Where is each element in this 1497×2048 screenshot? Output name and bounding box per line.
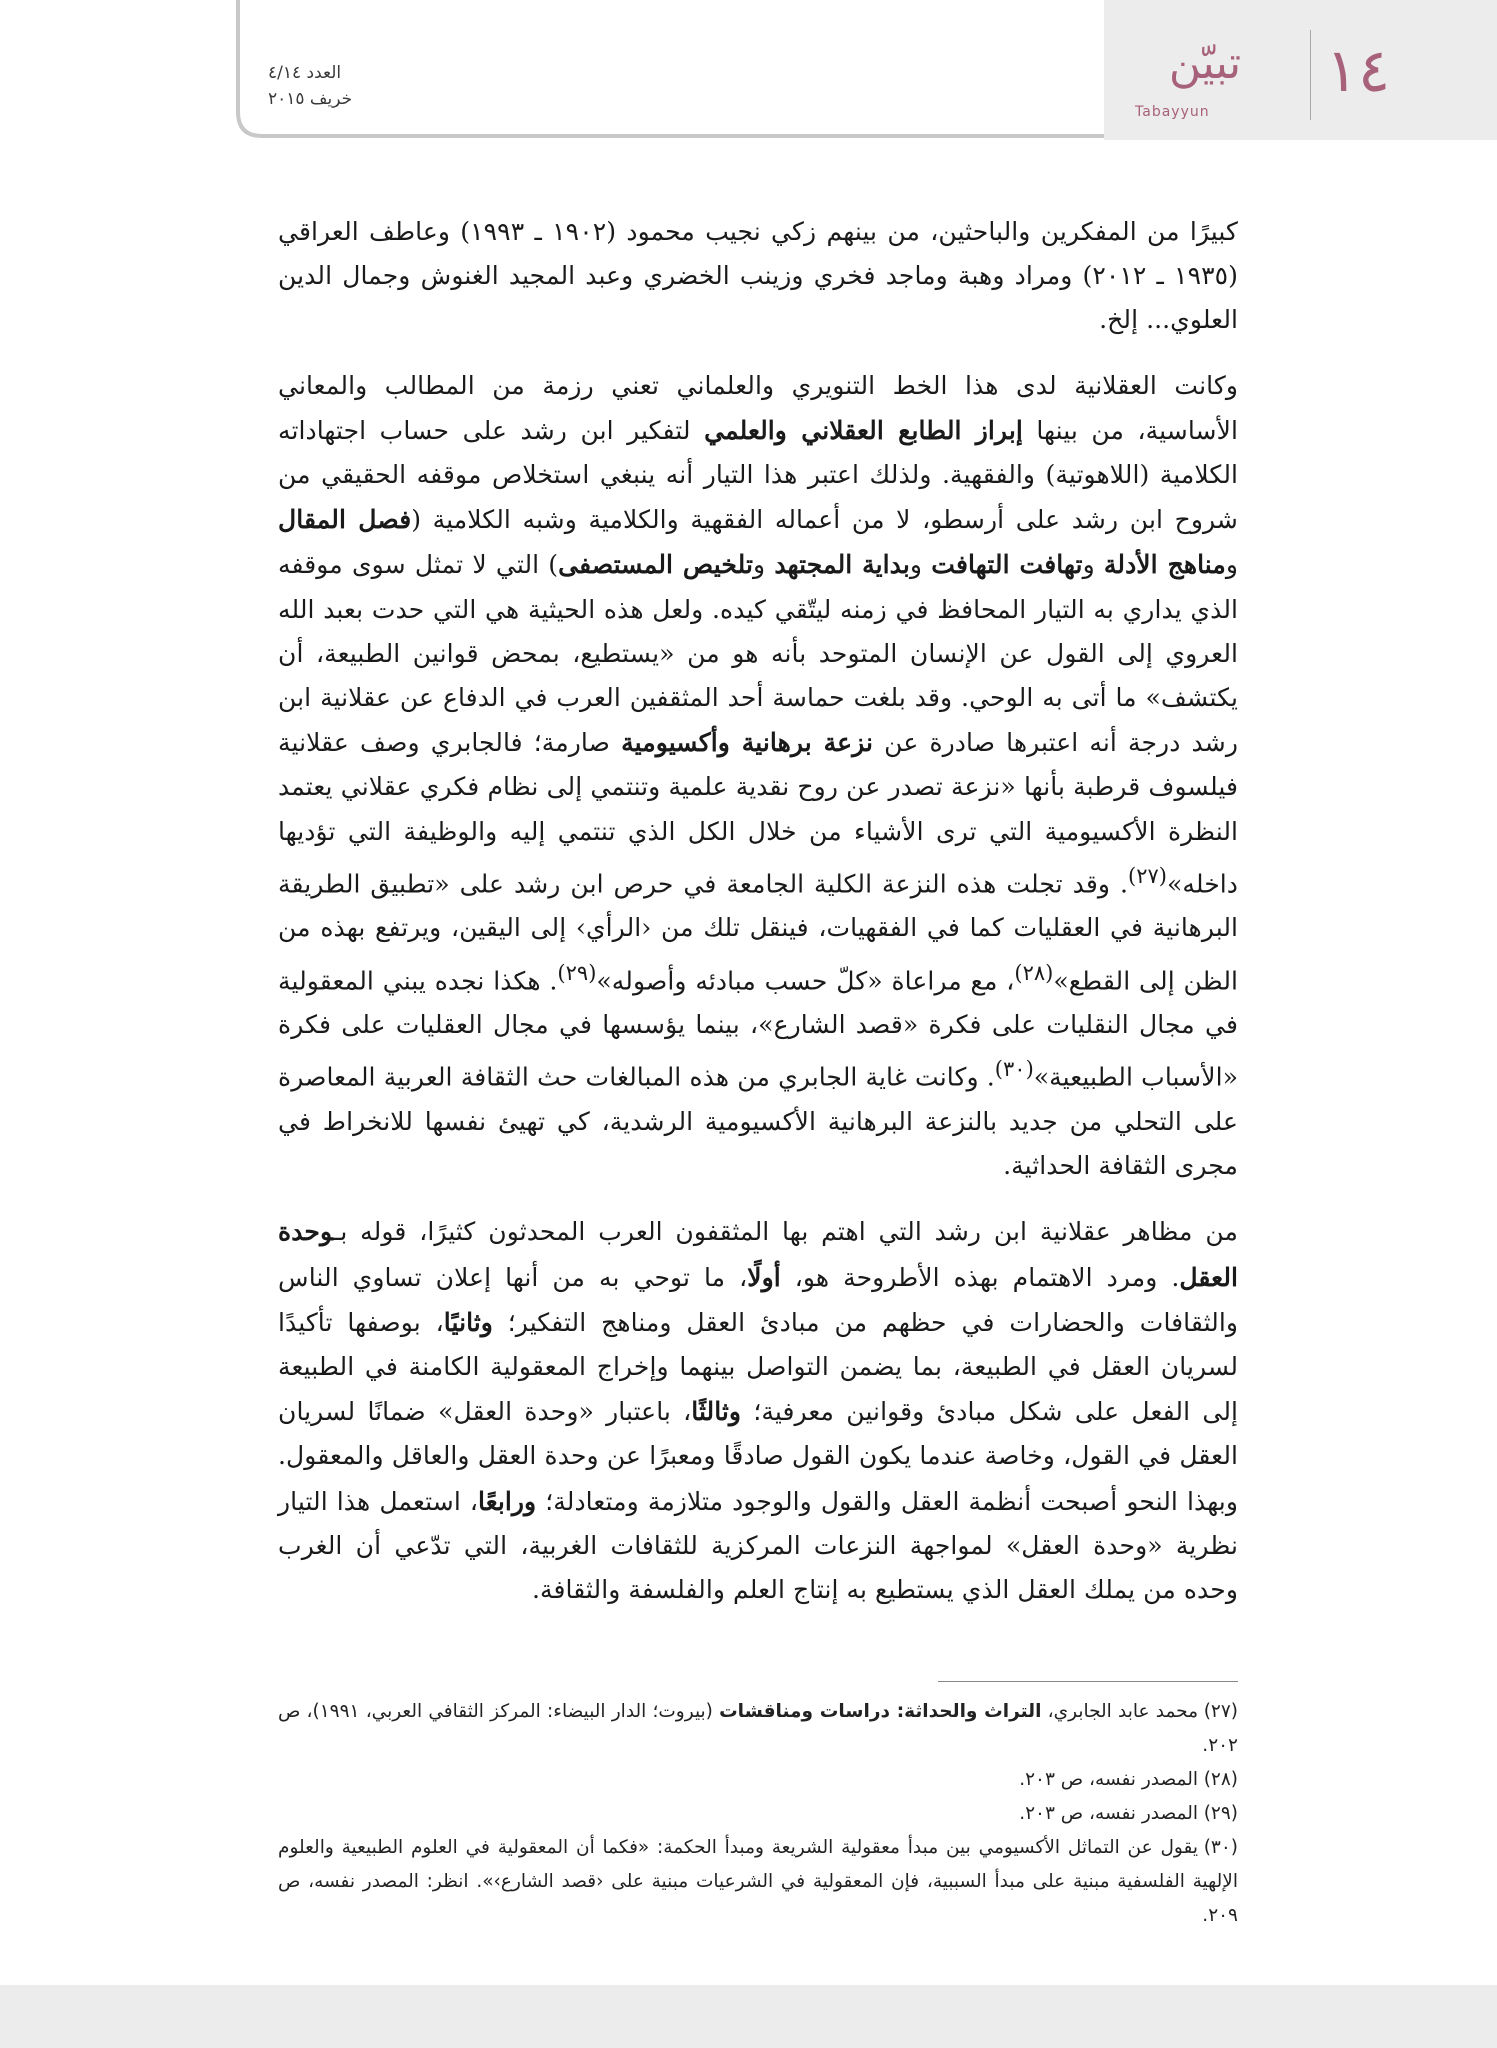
footnote-30 [278,1831,1238,1933]
bold-phrase: وثانيًا [443,1306,493,1337]
footnote-text: المصدر نفسه، ص ٢٠٣. [1019,1803,1198,1824]
footnote-rule [938,1681,1238,1682]
page-header [0,0,1497,140]
text-run: . هكذا نجده يبني المعقولية في مجال النقليات على فكرة «قصد الشارع»، بينما يؤسسها في مجال العقليات على فكرة «الأسباب الطبيعية» [278,966,1238,1092]
page-bottom-band [0,1985,1497,2048]
footnote-text: محمد عابد الجابري، [1041,1701,1198,1722]
tabayyun-logo-latin: Tabayyun [1135,104,1210,120]
page-number: ١٤ [1325,36,1391,106]
book-title: تهافت التهافت [931,549,1083,580]
paragraph-1: كبيرًا من المفكرين والباحثين، من بينهم زكي نجيب محمود (١٩٠٢ ـ ١٩٩٣) وعاطف العراقي (١٩٣٥ ـ ٢٠١٢) ومراد وهبة وماجد فخري وزينب الخضري وعبد المجيد الغنوش وجمال الدين العلوي... إلخ. [278,217,1238,335]
footnote-number: (٢٩) [1203,1803,1238,1824]
issue-number: العدد ٤/١٤ [268,63,342,83]
footnote-ref[interactable]: (٢٩) [557,960,597,985]
text-run: ، باعتبار «وحدة العقل» ضمانًا لسريان العقل في القول، وخاصة عندما يكون القول صادقًا ومعبرًا عن وحدة العقل والعاقل والمعقول. وبهذا النحو أصبحت أنظمة العقل والقول والوجود متلازمة ومتعادلة؛ [278,1397,1238,1516]
text-run: من مظاهر عقلانية ابن رشد التي اهتم بها المثقفون العرب المحدثون كثيرًا، قوله بـ [333,1217,1238,1247]
footnote-text: يقول عن التماثل الأكسيومي بين مبدأ معقولية الشريعة ومبدأ الحكمة: «فكما أن المعقولية في العلوم الطبيعية والعلوم الإلهية الفلسفية مبنية على مبدأ السببية، فإن المعقولية في الشرعيات مبنية على ‹قصد الشارع›». انظر: المصدر نفسه، ص ٢٠٩. [278,1837,1238,1926]
text-run: و [1082,550,1104,580]
footnote-text: المصدر نفسه، ص ٢٠٣. [1019,1769,1198,1790]
bold-phrase: أولًا [747,1261,781,1292]
tabayyun-logo: تبيّن [1168,38,1242,89]
text-run: . وقد تجلت هذه النزعة الكلية الجامعة في حرص ابن رشد على «تطبيق الطريقة البرهانية في العقليات كما في الفقهيات، فينقل تلك من ‹الرأي› إلى اليقين، ويرتفع بهذه من الظن إلى القطع» [278,869,1238,996]
book-title: فصل المقال [278,504,412,535]
text-run: و [752,550,775,580]
footnote-number: (٣٠) [1203,1837,1238,1858]
bold-phrase: وحدة العقل [278,1216,1238,1292]
paragraph-2 [278,364,1238,1189]
bold-phrase: نزعة برهانية وأكسيومية [621,727,874,758]
footnote-number: (٢٧) [1203,1701,1238,1722]
bold-phrase: إبراز الطابع العقلاني والعلمي [704,414,1023,445]
book-title: بداية المجتهد [774,549,910,580]
text-run: صارمة؛ فالجابري وصف عقلانية فيلسوف قرطبة بأنها «نزعة تصدر عن روح نقدية علمية وتنتمي إلى نظام فكري عقلاني يعتمد النظرة الأكسيومية التي ترى الأشياء من خلال الكل الذي تنتمي إليه والوظيفة التي تؤديها داخله» [278,728,1238,899]
footnote-29 [278,1797,1238,1831]
footnote-ref[interactable]: (٢٧) [1127,863,1167,888]
article-body [278,210,1238,1633]
text-run: ، استعمل هذا التيار نظرية «وحدة العقل» لمواجهة النزعات المركزية للثقافات الغربية، التي تدّعي أن الغرب وحده من يملك العقل الذي يستطيع به إنتاج العلم والفلسفة والثقافة. [278,1486,1238,1605]
text-run: وكانت العقلانية لدى هذا الخط التنويري والعلماني تعني رزمة من المطالب والمعاني الأساسية، من بينها [278,370,1238,445]
bold-phrase: وثالثًا [691,1396,742,1427]
logo-divider [1310,30,1311,120]
text-run: . وكانت غاية الجابري من هذه المبالغات حث الثقافة العربية المعاصرة على التحلي من جديد بالنزعة البرهانية الأكسيومية الرشدية، كي تهيئ نفسها للانخراط في مجرى الثقافة الحداثية. [278,1062,1238,1181]
bold-phrase: ورابعًا [478,1485,537,1516]
footnote-ref[interactable]: (٢٨) [1014,960,1054,985]
text-run: و [1225,550,1239,580]
footnote-text: (بيروت؛ الدار البيضاء: المركز الثقافي العربي، ١٩٩١)، ص ٢٠٢. [278,1701,1238,1756]
text-run: ) التي لا تمثل سوى موقفه الذي يداري به التيار المحافظ في زمنه ليتّقي كيده. ولعل هذه الحيثية هي التي حدت بعبد الله العروي إلى القول عن الإنسان المتوحد بأنه هو من «يستطيع، بمحض قوانين الطبيعة، أن يكتشف» ما أتى به الوحي. وقد بلغت حماسة أحد المثقفين العرب في الدفاع عن عقلانية ابن رشد درجة أنه اعتبرها صادرة عن [278,550,1239,758]
book-title: تلخيص المستصفى [558,549,753,580]
book-title: مناهج الأدلة [1103,549,1226,580]
text-run: ، ما توحي به من أنها إعلان تساوي الناس والثقافات والحضارات في حظهم من مبادئ العقل ومناهج التفكير؛ [278,1262,1239,1337]
issue-info [268,60,352,112]
footnote-number: (٢٨) [1203,1769,1238,1790]
text-run: و [909,550,932,580]
footnotes [278,1695,1238,1933]
text-run: ، مع مراعاة «كلّ حسب مبادئه وأصوله» [596,966,1015,996]
text-run: لتفكير ابن رشد على حساب اجتهاداته الكلامية (اللاهوتية) والفقهية. ولذلك اعتبر هذا التيار أنه ينبغي استخلاص موقفه الحقيقي من شروح ابن رشد على أرسطو، لا من أعماله الفقهية والكلامية وشبه الكلامية ( [278,415,1238,535]
paragraph-3 [278,1209,1238,1612]
issue-season: خريف ٢٠١٥ [268,89,353,109]
footnote-book-title: التراث والحداثة: دراسات ومناقشات [719,1701,1042,1722]
footnote-28 [278,1763,1238,1797]
footnote-ref[interactable]: (٣٠) [994,1057,1034,1082]
footnote-27 [278,1695,1238,1763]
text-run: ، بوصفها تأكيدًا لسريان العقل في الطبيعة، بما يضمن التواصل بينهما وإخراج المعقولية الكامنة في الطبيعة إلى الفعل على شكل مبادئ وقوانين معرفية؛ [278,1307,1238,1427]
text-run: . ومرد الاهتمام بهذه الأطروحة هو، [780,1262,1180,1292]
